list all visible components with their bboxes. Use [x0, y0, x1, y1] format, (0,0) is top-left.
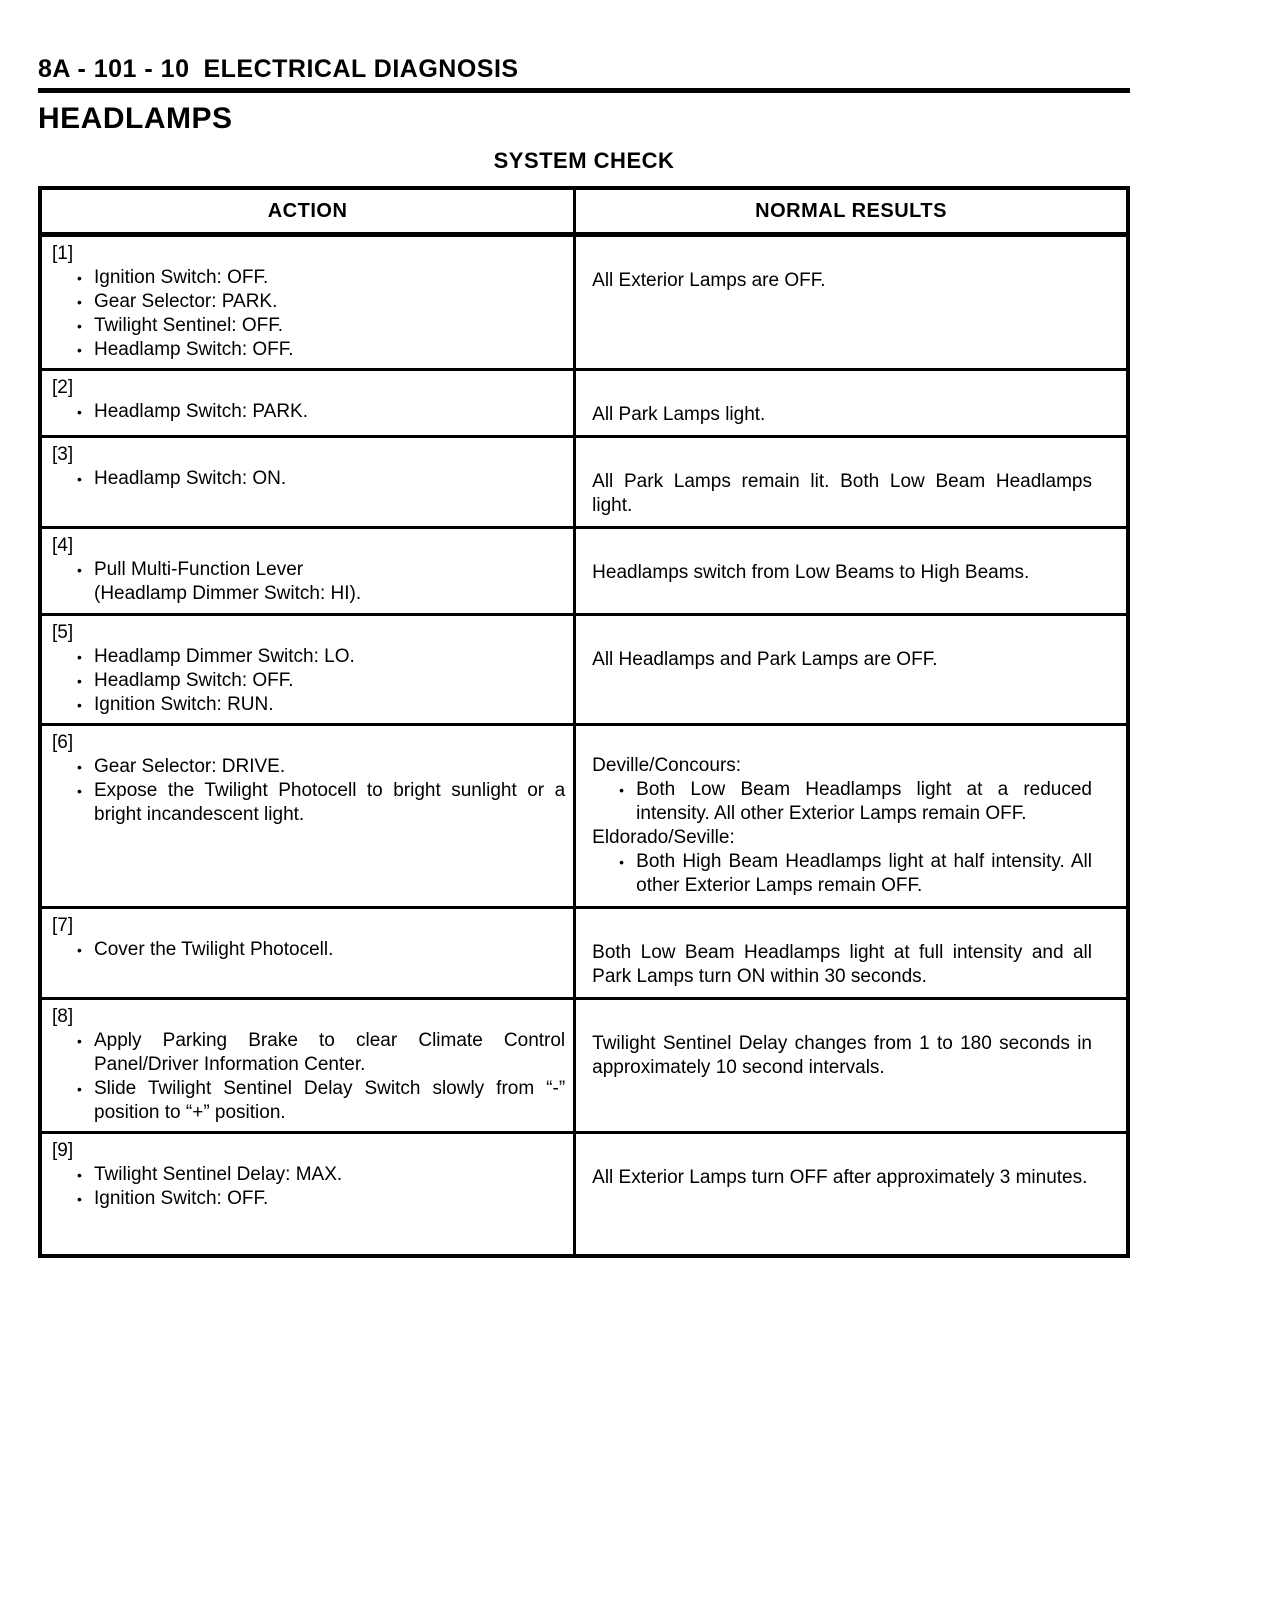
- table-header-row: [42, 190, 1126, 237]
- action-cell: [42, 726, 573, 906]
- action-cell: [42, 371, 573, 435]
- action-cell: [42, 237, 573, 368]
- action-cell: [42, 529, 573, 613]
- action-list: [52, 400, 565, 424]
- page-title: HEADLAMPS: [38, 102, 233, 135]
- table-row: [42, 237, 1126, 368]
- results-cell: [573, 909, 1126, 997]
- step-number: [3]: [52, 444, 74, 465]
- result-text: Headlamps switch from Low Beams to High Beams.: [592, 562, 1030, 583]
- result-text: All Park Lamps remain lit. Both Low Beam Headlamps light.: [592, 471, 1092, 516]
- table-row: [42, 613, 1126, 723]
- results-cell: [573, 237, 1126, 368]
- action-cell: [42, 1134, 573, 1254]
- results-cell: [573, 726, 1126, 906]
- action-item: • Headlamp Switch: PARK.: [94, 400, 565, 424]
- page-code: 8A - 101 - 10: [38, 55, 190, 83]
- action-item: • Ignition Switch: RUN.: [94, 693, 565, 717]
- action-item: • Ignition Switch: OFF.: [94, 266, 565, 290]
- result-item: • Both High Beam Headlamps light at half intensity. All other Exterior Lamps remain OFF.: [636, 850, 1092, 898]
- table-row: [42, 526, 1126, 613]
- action-list: [52, 1163, 565, 1211]
- result-item: • Both Low Beam Headlamps light at a reduced intensity. All other Exterior Lamps remain OFF.: [636, 778, 1092, 826]
- table-row: [42, 906, 1126, 997]
- action-item-note: (Headlamp Dimmer Switch: HI).: [94, 583, 362, 604]
- step-number: [7]: [52, 915, 74, 936]
- table-row: [42, 435, 1126, 526]
- action-list: [52, 467, 565, 491]
- action-item: • Headlamp Switch: OFF.: [94, 338, 565, 362]
- results-cell: [573, 529, 1126, 613]
- action-cell: [42, 909, 573, 997]
- table-title: SYSTEM CHECK: [493, 148, 675, 173]
- table-row: [42, 1131, 1126, 1254]
- action-item: • Headlamp Switch: ON.: [94, 467, 565, 491]
- results-cell: [573, 1000, 1126, 1131]
- result-text: All Park Lamps light.: [592, 404, 766, 425]
- action-item: • Ignition Switch: OFF.: [94, 1187, 565, 1211]
- system-check-table: [38, 186, 1130, 1258]
- action-item: • Gear Selector: DRIVE.: [94, 755, 565, 779]
- action-item: • Gear Selector: PARK.: [94, 290, 565, 314]
- action-cell: [42, 1000, 573, 1131]
- result-text: Twilight Sentinel Delay changes from 1 to 180 seconds in approximately 10 second intervals.: [592, 1033, 1092, 1078]
- result-text: Both Low Beam Headlamps light at full intensity and all Park Lamps turn ON within 30 seconds.: [592, 942, 1092, 987]
- result-group-label: Deville/Concours:: [592, 755, 742, 776]
- header-rule: [38, 88, 1130, 93]
- result-text: All Exterior Lamps turn OFF after approximately 3 minutes.: [592, 1167, 1088, 1188]
- action-item: • Slide Twilight Sentinel Delay Switch slowly from “-” position to “+” position.: [94, 1077, 565, 1125]
- step-number: [2]: [52, 377, 74, 398]
- results-cell: [573, 616, 1126, 723]
- step-number: [8]: [52, 1006, 74, 1027]
- action-item: • Twilight Sentinel: OFF.: [94, 314, 565, 338]
- result-text: All Exterior Lamps are OFF.: [592, 270, 826, 291]
- results-cell: [573, 1134, 1126, 1254]
- result-list: [592, 778, 1092, 826]
- step-number: [1]: [52, 243, 74, 264]
- action-list: [52, 558, 565, 606]
- action-item: • Apply Parking Brake to clear Climate Control Panel/Driver Information Center.: [94, 1029, 565, 1077]
- action-list: [52, 1029, 565, 1125]
- result-text: All Headlamps and Park Lamps are OFF.: [592, 649, 938, 670]
- section-title: ELECTRICAL DIAGNOSIS: [203, 55, 519, 83]
- action-item: • Pull Multi-Function Lever: [94, 558, 565, 582]
- column-header-normal-results: NORMAL RESULTS: [573, 190, 1126, 232]
- action-list: [52, 645, 565, 717]
- step-number: [5]: [52, 622, 74, 643]
- action-item: • Expose the Twilight Photocell to bright sunlight or a bright incandescent light.: [94, 779, 565, 827]
- table-row: [42, 723, 1126, 906]
- table-row: [42, 997, 1126, 1131]
- table-row: [42, 368, 1126, 435]
- results-cell: [573, 371, 1126, 435]
- action-list: [52, 755, 565, 827]
- results-cell: [573, 438, 1126, 526]
- step-number: [6]: [52, 732, 74, 753]
- action-item: • Headlamp Switch: OFF.: [94, 669, 565, 693]
- action-item: • Cover the Twilight Photocell.: [94, 938, 565, 962]
- result-list: [592, 850, 1092, 898]
- page-header: [38, 56, 1130, 82]
- result-group-label: Eldorado/Seville:: [592, 827, 735, 848]
- action-list: [52, 938, 565, 962]
- action-item: • Headlamp Dimmer Switch: LO.: [94, 645, 565, 669]
- step-number: [4]: [52, 535, 74, 556]
- action-item: • Twilight Sentinel Delay: MAX.: [94, 1163, 565, 1187]
- step-number: [9]: [52, 1140, 74, 1161]
- action-list: [52, 266, 565, 362]
- column-header-action: ACTION: [267, 200, 348, 222]
- action-cell: [42, 438, 573, 526]
- action-cell: [42, 616, 573, 723]
